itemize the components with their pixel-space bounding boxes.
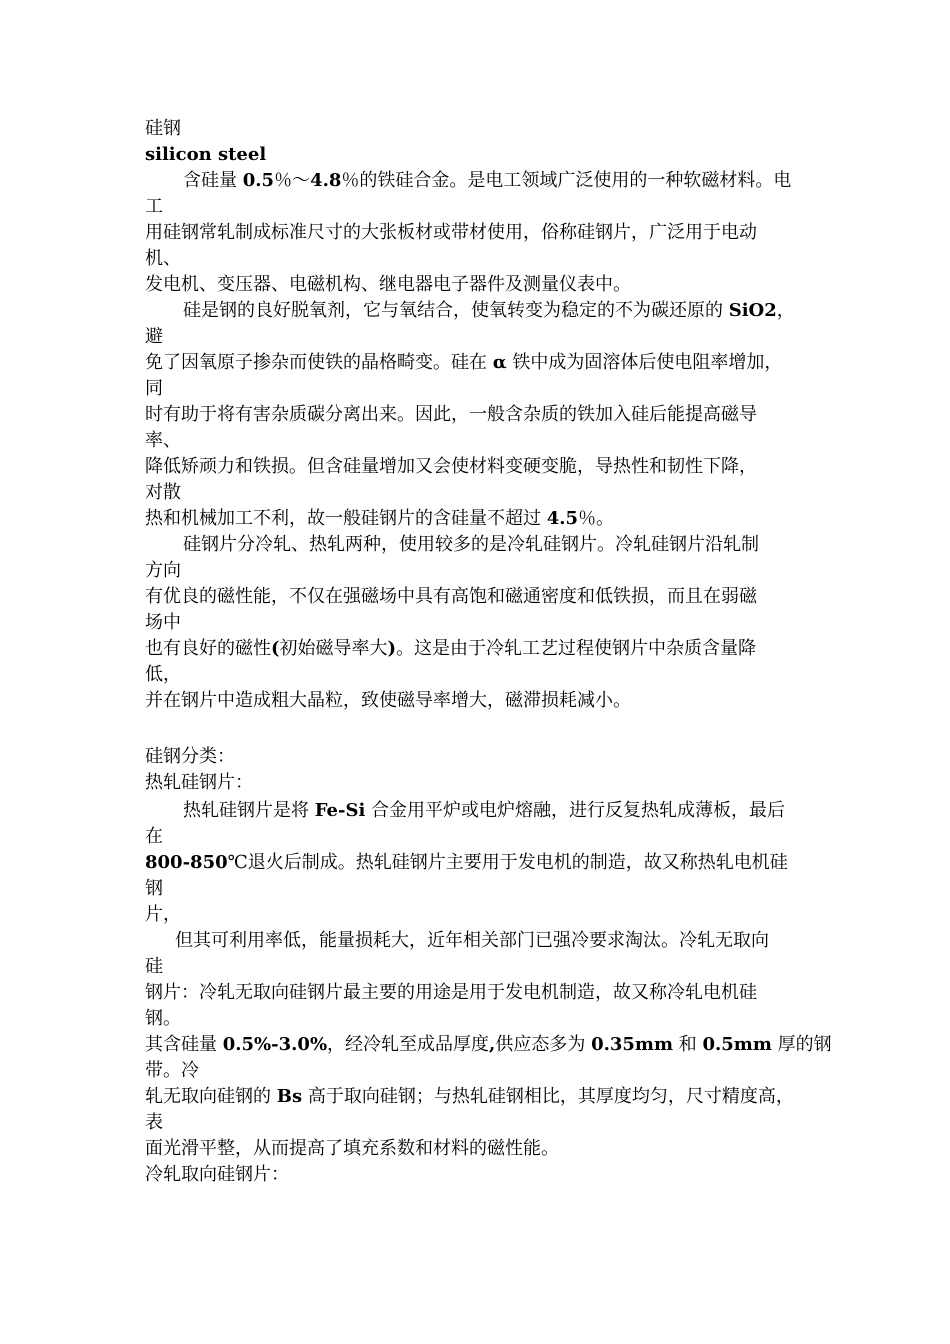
text-segment: 同 bbox=[145, 378, 163, 399]
text-segment: 时有助于将有害杂质碳分离出来。因此，一般含杂质的铁加入硅后能提高磁导 bbox=[145, 404, 757, 425]
text-line bbox=[145, 876, 163, 902]
text-segment: 率、 bbox=[145, 430, 181, 451]
text-segment: 在 bbox=[145, 826, 163, 847]
text-line bbox=[145, 902, 181, 928]
bold-text: silicon steel bbox=[145, 144, 267, 165]
text-line bbox=[145, 402, 757, 428]
bold-text: , bbox=[489, 1034, 496, 1055]
text-segment: ℃退火后制成。热轧硅钢片主要用于发电机的制造，故又称热轧电机硅 bbox=[227, 852, 788, 873]
text-segment: 并在钢片中造成粗大晶粒，致使磁导率增大，磁滞损耗减小。 bbox=[145, 690, 631, 711]
text-segment: 低， bbox=[145, 664, 181, 685]
title-chinese bbox=[145, 116, 181, 142]
text-segment: 高于取向硅钢；与热轧硅钢相比，其厚度均匀，尺寸精度高， bbox=[302, 1086, 794, 1107]
text-line bbox=[145, 246, 181, 272]
text-segment: 有优良的磁性能，不仅在强磁场中具有高饱和磁通密度和低铁损，而且在弱磁 bbox=[145, 586, 757, 607]
text-segment: 厚的钢 bbox=[771, 1034, 832, 1055]
text-segment: 但其可利用率低，能量损耗大，近年相关部门已强冷要求淘汰。冷轧无取向 bbox=[175, 930, 769, 951]
text-segment: 供应态多为 bbox=[495, 1034, 592, 1055]
text-line bbox=[145, 584, 757, 610]
text-line bbox=[145, 428, 181, 454]
text-segment: 钢 bbox=[145, 878, 163, 899]
text-segment: 轧无取向硅钢的 bbox=[145, 1086, 277, 1107]
text-line bbox=[145, 480, 181, 506]
text-line bbox=[145, 954, 163, 980]
text-line bbox=[145, 1136, 559, 1162]
bold-text: 0.5 bbox=[242, 170, 275, 191]
text-segment: 机、 bbox=[145, 248, 181, 269]
text-segment: 方向 bbox=[145, 560, 181, 581]
text-segment: 带。冷 bbox=[145, 1060, 199, 1081]
text-segment: 冷轧取向硅钢片： bbox=[145, 1164, 289, 1185]
text-segment: 对散 bbox=[145, 482, 181, 503]
text-line bbox=[145, 324, 163, 350]
text-segment: 热轧硅钢片： bbox=[145, 772, 253, 793]
text-line bbox=[145, 350, 782, 376]
text-segment: 场中 bbox=[145, 612, 181, 633]
text-line bbox=[183, 168, 791, 194]
text-line bbox=[145, 194, 163, 220]
text-line bbox=[183, 798, 785, 824]
text-segment: 面光滑平整，从而提高了填充系数和材料的磁性能。 bbox=[145, 1138, 559, 1159]
text-segment: ，经冷轧至成品厚度 bbox=[327, 1034, 490, 1055]
text-segment: 钢。 bbox=[145, 1008, 181, 1029]
text-segment: 表 bbox=[145, 1112, 163, 1133]
title-english bbox=[145, 142, 266, 168]
text-segment: 片， bbox=[145, 904, 181, 925]
text-segment: ％～ bbox=[274, 170, 311, 191]
text-line bbox=[145, 770, 253, 796]
text-line bbox=[145, 744, 235, 770]
bold-text: Fe-Si bbox=[314, 800, 366, 821]
bold-text: 800-850 bbox=[145, 852, 228, 873]
text-line bbox=[145, 662, 181, 688]
text-segment: 避 bbox=[145, 326, 163, 347]
bold-text: 0.5%-3.0% bbox=[222, 1034, 328, 1055]
text-segment: 和 bbox=[673, 1034, 703, 1055]
text-line bbox=[145, 824, 163, 850]
text-line bbox=[145, 1110, 163, 1136]
text-segment: 铁中成为固溶体后使电阻率增加， bbox=[506, 352, 783, 373]
text-line bbox=[145, 688, 631, 714]
text-segment: 硅钢片分冷轧、热轧两种，使用较多的是冷轧硅钢片。冷轧硅钢片沿轧制 bbox=[183, 534, 759, 555]
text-line bbox=[145, 506, 614, 532]
text-segment: 硅钢分类： bbox=[145, 746, 235, 767]
text-line bbox=[145, 376, 163, 402]
text-line bbox=[183, 298, 795, 324]
bold-text: ( bbox=[271, 638, 280, 659]
text-segment: 。这是由于冷轧工艺过程使钢片中杂质含量降 bbox=[396, 638, 757, 659]
text-line bbox=[145, 558, 181, 584]
text-segment: 其含硅量 bbox=[145, 1034, 223, 1055]
text-segment: 降低矫顽力和铁损。但含硅量增加又会使材料变硬变脆，导热性和韧性下降， bbox=[145, 456, 757, 477]
text-segment: 硅 bbox=[145, 956, 163, 977]
text-line bbox=[145, 1162, 289, 1188]
text-segment: 免了因氧原子掺杂而使铁的晶格畸变。硅在 bbox=[145, 352, 493, 373]
text-line bbox=[175, 928, 769, 954]
text-segment: 硅钢 bbox=[145, 118, 181, 139]
text-segment: 发电机、变压器、电磁机构、继电器电子器件及测量仪表中。 bbox=[145, 274, 631, 295]
text-line bbox=[145, 610, 181, 636]
bold-text: Bs bbox=[276, 1086, 303, 1107]
text-line bbox=[145, 220, 757, 246]
text-line bbox=[145, 272, 631, 298]
text-line bbox=[145, 1058, 199, 1084]
text-line bbox=[145, 454, 757, 480]
text-segment: 热和机械加工不利，故一般硅钢片的含硅量不超过 bbox=[145, 508, 547, 529]
text-line bbox=[145, 1006, 181, 1032]
bold-text: SiO2 bbox=[728, 300, 777, 321]
text-segment: ， bbox=[776, 300, 795, 321]
bold-text: 0.5mm bbox=[702, 1034, 772, 1055]
bold-text: ) bbox=[387, 638, 397, 659]
bold-text: 0.35mm bbox=[591, 1034, 673, 1055]
text-segment: 工 bbox=[145, 196, 163, 217]
text-segment: 也有良好的磁性 bbox=[145, 638, 271, 659]
text-segment: ％。 bbox=[578, 508, 615, 529]
text-segment: 热轧硅钢片是将 bbox=[183, 800, 315, 821]
text-line bbox=[183, 532, 759, 558]
text-line bbox=[145, 1084, 794, 1110]
text-segment: 含硅量 bbox=[183, 170, 243, 191]
bold-text: 4.8 bbox=[310, 170, 342, 191]
text-segment: 钢片：冷轧无取向硅钢片最主要的用途是用于发电机制造，故又称冷轧电机硅 bbox=[145, 982, 757, 1003]
text-line bbox=[145, 980, 757, 1006]
text-segment: 用硅钢常轧制成标准尺寸的大张板材或带材使用，俗称硅钢片，广泛用于电动 bbox=[145, 222, 757, 243]
text-segment: 初始磁导率大 bbox=[279, 638, 388, 659]
bold-text: α bbox=[492, 352, 507, 373]
text-segment: ％的铁硅合金。是电工领域广泛使用的一种软磁材料。电 bbox=[341, 170, 792, 191]
text-line bbox=[145, 850, 788, 876]
text-line bbox=[145, 636, 756, 662]
text-line bbox=[145, 1032, 832, 1058]
text-segment: 合金用平炉或电炉熔融，进行反复热轧成薄板，最后 bbox=[365, 800, 786, 821]
bold-text: 4.5 bbox=[546, 508, 579, 529]
text-segment: 硅是钢的良好脱氧剂，它与氧结合，使氧转变为稳定的不为碳还原的 bbox=[183, 300, 729, 321]
